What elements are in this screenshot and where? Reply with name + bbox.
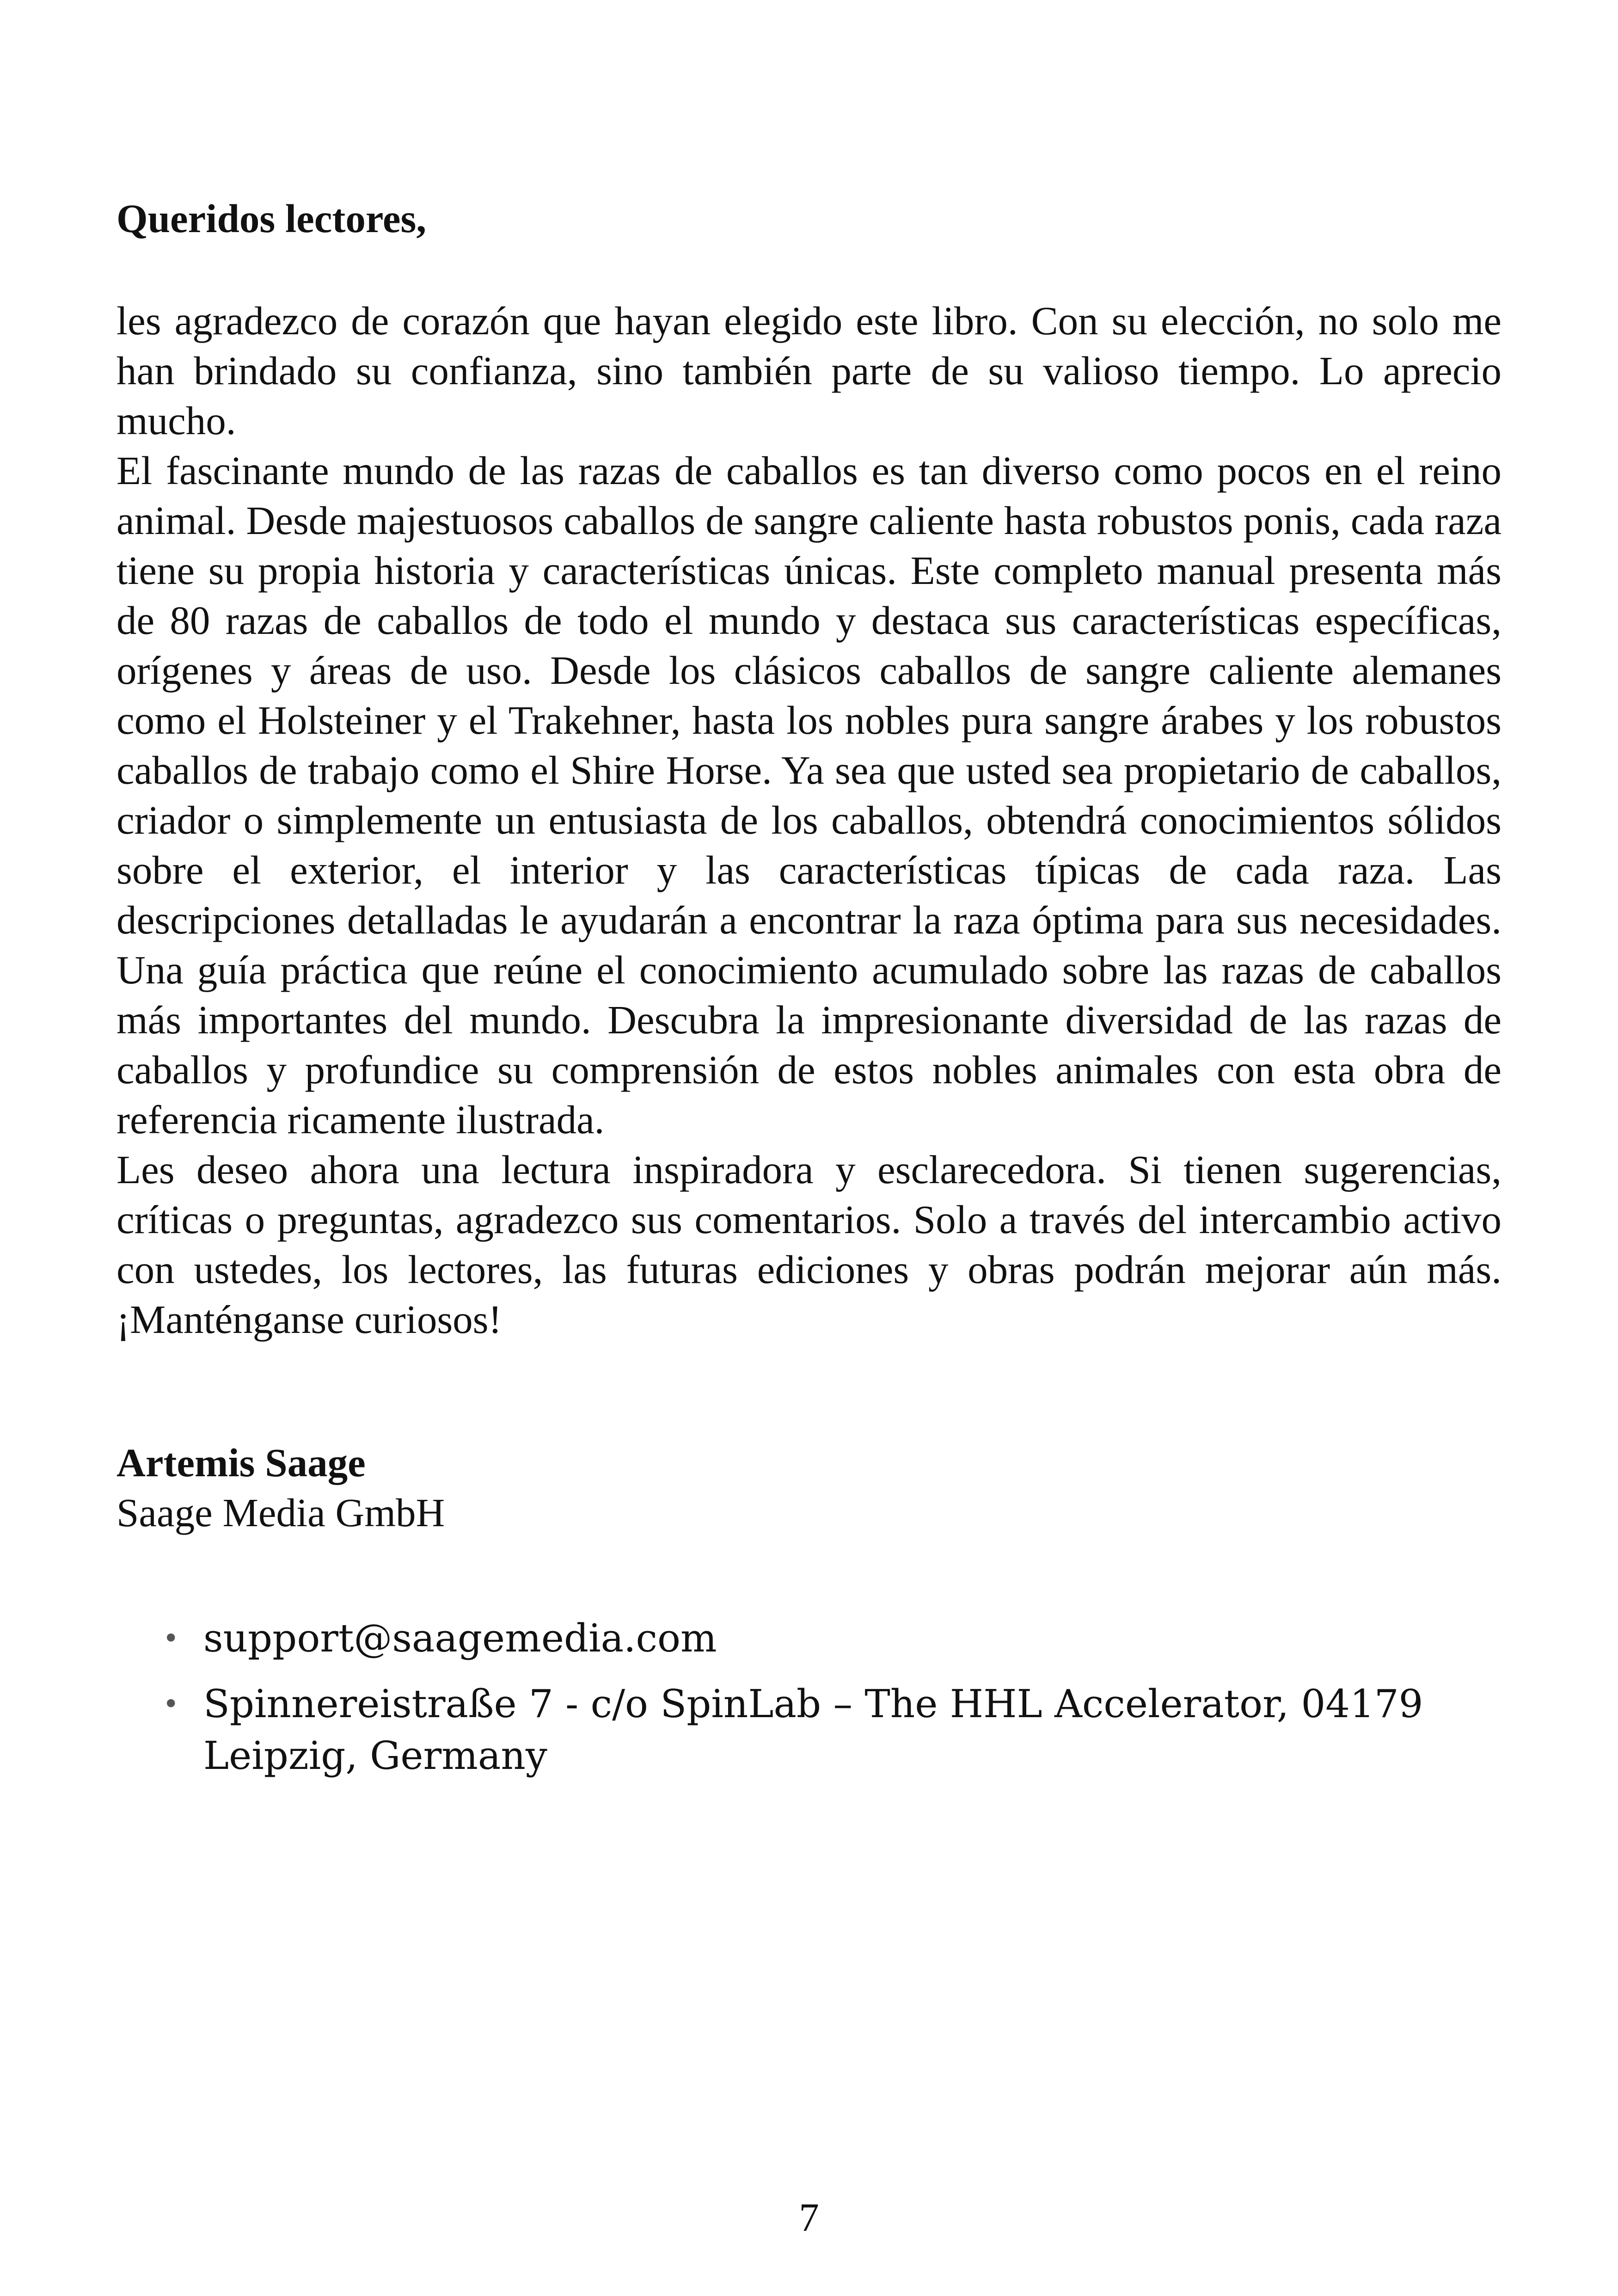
- contact-address-item: [116, 1678, 1503, 1782]
- contact-list: [116, 1613, 1503, 1796]
- bullet-icon: •: [163, 1622, 179, 1655]
- contact-address-line-2: Leipzig, Germany: [203, 1733, 547, 1778]
- paragraph-thanks: les agradezco de corazón que hayan elegido este libro. Con su elección, no solo me han brindado su confianza, sino también parte de su valioso tiempo. Lo aprecio mucho.: [116, 298, 1502, 443]
- contact-email-item: [116, 1613, 1503, 1664]
- paragraph-closing: Les deseo ahora una lectura inspiradora y esclarecedora. Si tienen sugerencias, críticas o preguntas, agradezco sus comentarios. Solo a través del intercambio activo con ustedes, los lectores, las futuras ediciones y obras podrán mejorar aún más. ¡Manténganse curiosos!: [116, 1147, 1502, 1342]
- page-number: 7: [799, 2195, 819, 2240]
- letter-body: [116, 296, 1502, 1344]
- paragraph-book-description: El fascinante mundo de las razas de caballos es tan diverso como pocos en el reino animal. Desde majestuosos caballos de sangre caliente hasta robustos ponis, cada raza tiene su propia historia y características únicas. Este completo manual presenta más de 80 razas de caballos de todo el mundo y destaca sus características específicas, orígenes y áreas de uso. Desde los clásicos caballos de sangre caliente alemanes como el Holsteiner y el Trakehner, hasta los nobles pura sangre árabes y los robustos caballos de trabajo como el Shire Horse. Ya sea que usted sea propietario de caballos, criador o simplemente un entusiasta de los caballos, obtendrá conocimientos sólidos sobre el exterior, el interior y las características típicas de cada raza. Las descripciones detalladas le ayudarán a encontrar la raza óptima para sus necesidades. Una guía práctica que reúne el conocimiento acumulado sobre las razas de caballos más importantes del mundo. Descubra la impresionante diversidad de las razas de caballos y profundice su comprensión de estos nobles animales con esta obra de referencia ricamente ilustrada.: [116, 448, 1502, 1142]
- signature-block: [116, 1438, 1502, 1538]
- contact-email[interactable]: support@saagemedia.com: [203, 1616, 717, 1661]
- contact-address-line-1: Spinnereistraße 7 - c/o SpinLab – The HHL Accelerator, 04179: [203, 1682, 1423, 1726]
- author-name: Artemis Saage: [116, 1440, 366, 1485]
- bullet-icon: •: [163, 1688, 179, 1720]
- letter-greeting: Queridos lectores,: [116, 196, 427, 241]
- company-name: Saage Media GmbH: [116, 1490, 445, 1535]
